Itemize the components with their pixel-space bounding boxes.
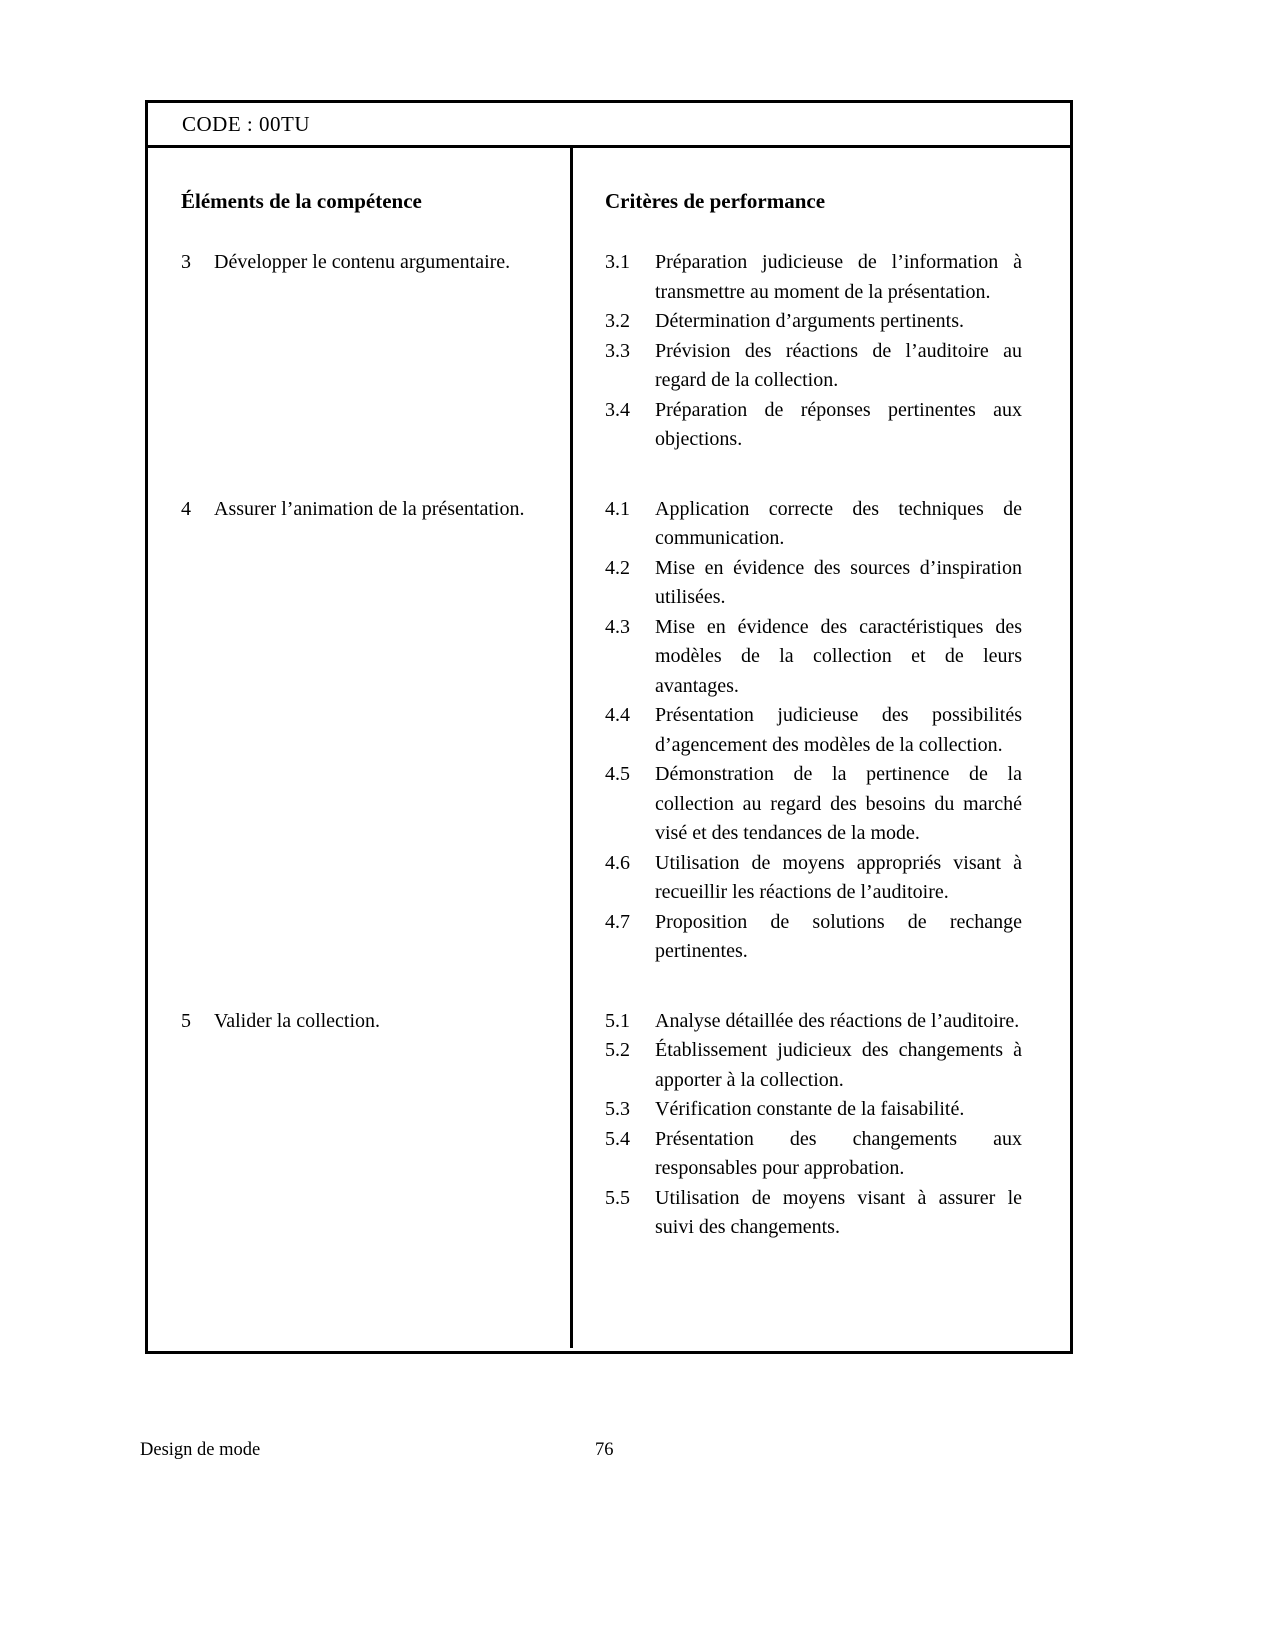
criterion-text: Proposition de solutions de rechange pertinentes. xyxy=(655,910,1022,962)
criterion-item xyxy=(605,495,1022,554)
criterion-number: 5.4 xyxy=(605,1127,630,1150)
competence-group-row xyxy=(148,248,1070,455)
criterion-item xyxy=(605,908,1022,967)
criterion-item xyxy=(605,849,1022,908)
criterion-number: 5.5 xyxy=(605,1186,630,1209)
groups-container xyxy=(148,248,1070,1243)
element-number: 5 xyxy=(181,1009,191,1032)
right-header-cell xyxy=(573,188,1070,214)
column-headers-row xyxy=(148,148,1070,214)
left-header-cell xyxy=(148,188,573,214)
element-cell xyxy=(148,248,573,455)
criterion-text: Présentation judicieuse des possibilités d’agencement des modèles de la collection. xyxy=(655,704,1022,756)
criterion-item xyxy=(605,248,1022,307)
criterion-text: Analyse détaillée des réactions de l’auditoire. xyxy=(655,1009,1020,1032)
criteria-cell xyxy=(573,495,1070,967)
criterion-item xyxy=(605,1125,1022,1184)
element-item xyxy=(181,248,533,278)
criterion-text: Préparation de réponses pertinentes aux objections. xyxy=(655,398,1022,450)
element-text: Assurer l’animation de la présentation. xyxy=(214,497,525,520)
criterion-number: 5.3 xyxy=(605,1098,630,1120)
criterion-number: 5.2 xyxy=(605,1039,630,1061)
competence-group-row xyxy=(148,495,1070,967)
criterion-number: 4.6 xyxy=(605,851,630,874)
element-cell xyxy=(148,1007,573,1243)
criterion-text: Utilisation de moyens appropriés visant à recueillir les réactions de l’auditoire. xyxy=(655,851,1022,903)
criterion-number: 5.1 xyxy=(605,1009,630,1032)
criterion-text: Présentation des changements aux responsables pour approbation. xyxy=(655,1127,1022,1179)
competence-table xyxy=(145,100,1073,1354)
criterion-number: 4.2 xyxy=(605,556,630,579)
criterion-text: Utilisation de moyens visant à assurer le suivi des changements. xyxy=(655,1186,1022,1238)
criterion-text: Mise en évidence des sources d’inspiration utilisées. xyxy=(655,556,1022,608)
criterion-item xyxy=(605,396,1022,455)
criterion-item xyxy=(605,554,1022,613)
element-cell xyxy=(148,495,573,967)
criterion-text: Démonstration de la pertinence de la collection au regard des besoins du marché visé et des tendances de la mode. xyxy=(655,763,1022,844)
criterion-item xyxy=(605,613,1022,702)
criterion-number: 3.4 xyxy=(605,398,630,421)
criterion-item xyxy=(605,1184,1022,1243)
page-footer xyxy=(0,1440,1275,1470)
element-item xyxy=(181,1007,533,1037)
criterion-text: Application correcte des techniques de communication. xyxy=(655,497,1022,549)
table-body xyxy=(148,148,1070,1348)
criterion-number: 3.2 xyxy=(605,310,630,332)
element-number: 4 xyxy=(181,497,191,520)
criteria-cell xyxy=(573,248,1070,455)
criterion-text: Détermination d’arguments pertinents. xyxy=(655,310,964,332)
criterion-text: Établissement judicieux des changements à apporter à la collection. xyxy=(655,1039,1022,1091)
footer-document-title: Design de mode xyxy=(140,1440,261,1460)
code-label: CODE : 00TU xyxy=(182,111,310,136)
element-text: Développer le contenu argumentaire. xyxy=(214,251,511,273)
criterion-item xyxy=(605,1007,1022,1037)
element-item xyxy=(181,495,533,525)
criterion-item xyxy=(605,760,1022,849)
competence-group-row xyxy=(148,1007,1070,1243)
criterion-number: 4.1 xyxy=(605,497,630,520)
criterion-item xyxy=(605,701,1022,760)
criteria-column-header: Critères de performance xyxy=(605,189,826,213)
criterion-text: Prévision des réactions de l’auditoire au regard de la collection. xyxy=(655,339,1022,391)
criterion-item xyxy=(605,307,1022,337)
criterion-number: 3.3 xyxy=(605,339,630,362)
criterion-number: 4.7 xyxy=(605,910,630,933)
criterion-text: Vérification constante de la faisabilité. xyxy=(655,1098,965,1120)
column-divider xyxy=(570,148,573,1348)
criterion-text: Préparation judicieuse de l’information à transmettre au moment de la présentation. xyxy=(655,251,1022,303)
criterion-number: 4.3 xyxy=(605,615,630,638)
element-number: 3 xyxy=(181,251,191,273)
criterion-item xyxy=(605,1036,1022,1095)
code-header-row xyxy=(148,103,1070,148)
criterion-item xyxy=(605,1095,1022,1125)
criterion-number: 4.4 xyxy=(605,704,630,726)
criterion-text: Mise en évidence des caractéristiques des modèles de la collection et de leurs avantages. xyxy=(655,615,1022,697)
criterion-number: 4.5 xyxy=(605,763,630,785)
footer-page-number: 76 xyxy=(595,1440,614,1460)
criterion-number: 3.1 xyxy=(605,251,630,273)
elements-column-header: Éléments de la compétence xyxy=(181,189,422,213)
element-text: Valider la collection. xyxy=(214,1009,381,1032)
criteria-cell xyxy=(573,1007,1070,1243)
criterion-item xyxy=(605,337,1022,396)
